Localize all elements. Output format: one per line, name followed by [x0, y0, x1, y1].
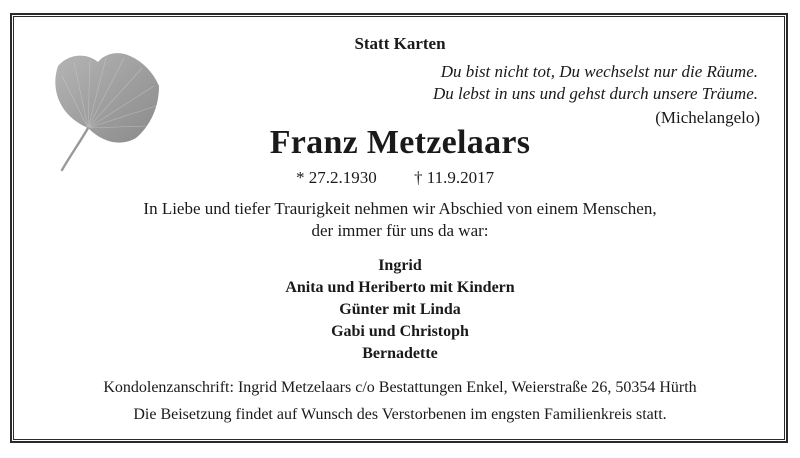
family-member: Günter mit Linda	[339, 301, 461, 318]
quote-attribution: (Michelangelo)	[655, 108, 760, 127]
deceased-name: Franz Metzelaars	[269, 124, 531, 161]
notice-heading: Statt Karten	[354, 34, 446, 53]
message-line-2: der immer für uns da war:	[311, 221, 489, 240]
birth-date: * 27.2.1930	[296, 168, 377, 187]
quote-line-2: Du lebst in uns und gehst durch unsere Träume.	[432, 84, 758, 103]
family-member: Gabi und Christoph	[331, 323, 469, 340]
condolence-address: Kondolenzanschrift: Ingrid Metzelaars c/o Bestattungen Enkel, Weierstraße 26, 50354 Hürth	[103, 379, 697, 396]
message-line-1: In Liebe und tiefer Traurigkeit nehmen wir Abschied von einem Menschen,	[143, 199, 657, 218]
family-member: Anita und Heriberto mit Kindern	[285, 279, 515, 296]
death-date: † 11.9.2017	[414, 168, 495, 187]
burial-note: Die Beisetzung findet auf Wunsch des Verstorbenen im engsten Familienkreis statt.	[133, 406, 667, 423]
family-member: Ingrid	[378, 257, 422, 274]
quote-line-1: Du bist nicht tot, Du wechselst nur die Räume.	[440, 62, 758, 81]
family-member: Bernadette	[362, 345, 438, 362]
